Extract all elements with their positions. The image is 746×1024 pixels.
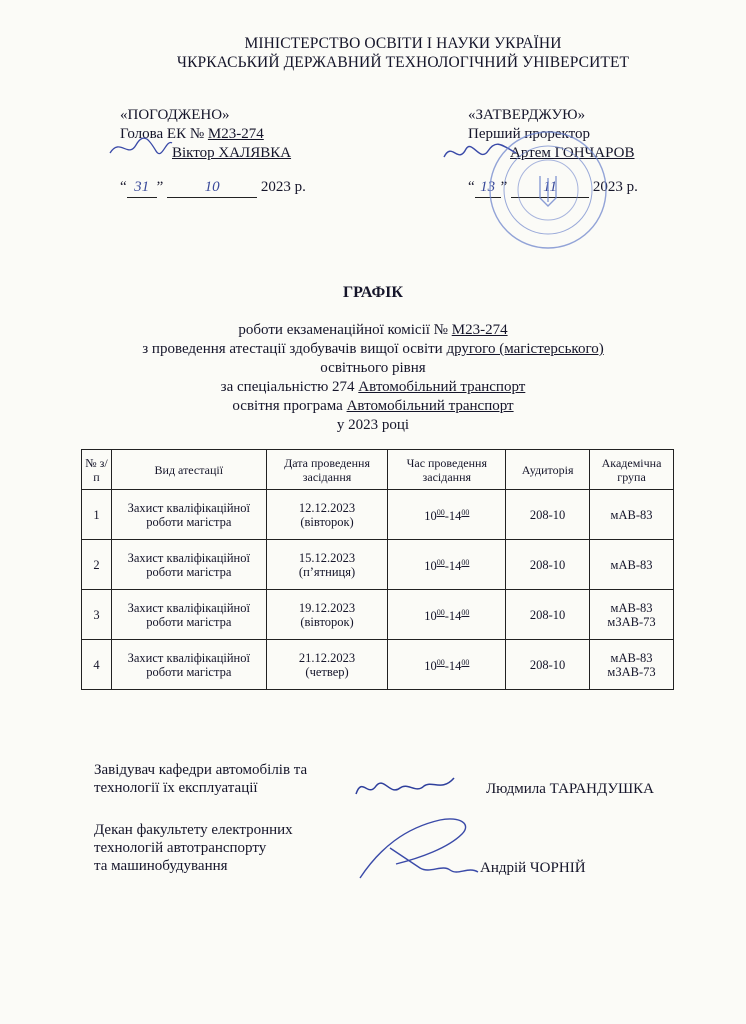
header-room: Аудиторія — [506, 450, 590, 490]
schedule-line-2: з проведення атестації здобувачів вищої освіти другого (магістерського) — [142, 341, 604, 357]
schedule-table — [81, 449, 674, 690]
cell-num: 4 — [82, 640, 112, 690]
schedule-line-1: роботи екзаменаційної комісії № М23-274 — [238, 322, 508, 338]
dean-title: Декан факультету електронних технологій автотранспорту та машинобудування — [94, 822, 293, 874]
cell-type: Захист кваліфікаційної роботи магістра — [111, 490, 266, 540]
header-time: Час проведення засідання — [388, 450, 506, 490]
cell-type: Захист кваліфікаційної роботи магістра — [111, 540, 266, 590]
university-title: ЧКРКАСЬКИЙ ДЕРЖАВНИЙ ТЕХНОЛОГІЧНИЙ УНІВЕРСИТЕТ — [176, 54, 630, 71]
cell-date: 21.12.2023 (четвер) — [266, 640, 388, 690]
cell-type: Захист кваліфікаційної роботи магістра — [111, 640, 266, 690]
cell-time: $10^{00}-14^{00}$ — [388, 640, 506, 690]
approval-left-position: Голова ЕК № М23-274 — [120, 126, 264, 142]
approval-right-date: “ 13 ” 11 2023 р. — [468, 178, 638, 198]
cell-group: мАВ-83 — [590, 490, 674, 540]
cell-date: 19.12.2023 (вівторок) — [266, 590, 388, 640]
approval-left-heading: «ПОГОДЖЕНО» — [120, 107, 230, 123]
cell-room: 208-10 — [506, 640, 590, 690]
cell-group: мАВ-83 мЗАВ-73 — [590, 590, 674, 640]
schedule-line-3: освітнього рівня — [320, 360, 426, 376]
university-seal — [486, 128, 610, 252]
table-row — [82, 590, 674, 640]
approval-left-date: “ 31 ” 10 2023 р. — [120, 178, 306, 198]
header-group: Академічна група — [590, 450, 674, 490]
table-row — [82, 540, 674, 590]
cell-num: 1 — [82, 490, 112, 540]
cell-room: 208-10 — [506, 590, 590, 640]
approval-right-heading: «ЗАТВЕРДЖУЮ» — [468, 107, 586, 123]
table-row — [82, 490, 674, 540]
approval-right-position: Перший проректор — [468, 126, 590, 142]
cell-group: мАВ-83 — [590, 540, 674, 590]
schedule-line-6: у 2023 році — [336, 417, 410, 433]
head-of-department-name: Людмила ТАРАНДУШКА — [486, 781, 655, 797]
commission-number: М23-274 — [207, 126, 264, 142]
dean-name: Андрій ЧОРНІЙ — [480, 860, 586, 876]
schedule-heading: ГРАФІК — [342, 284, 404, 301]
header-num: № з/п — [82, 450, 112, 490]
schedule-line-5: освітня програма Автомобільний транспорт — [232, 398, 514, 414]
cell-room: 208-10 — [506, 540, 590, 590]
cell-time: $10^{00}-14^{00}$ — [388, 590, 506, 640]
cell-time: $10^{00}-14^{00}$ — [388, 540, 506, 590]
dean-signature — [350, 808, 490, 888]
cell-date: 15.12.2023 (п’ятниця) — [266, 540, 388, 590]
cell-room: 208-10 — [506, 490, 590, 540]
approval-left-name: Віктор ХАЛЯВКА — [172, 145, 292, 161]
cell-date: 12.12.2023 (вівторок) — [266, 490, 388, 540]
header-type: Вид атестації — [111, 450, 266, 490]
schedule-line-4: за спеціальністю 274 Автомобільний транспорт — [220, 379, 526, 395]
cell-group: мАВ-83 мЗАВ-73 — [590, 640, 674, 690]
cell-num: 3 — [82, 590, 112, 640]
cell-time: $10^{00}-14^{00}$ — [388, 490, 506, 540]
ministry-title: МІНІСТЕРСТВО ОСВІТИ І НАУКИ УКРАЇНИ — [244, 35, 562, 52]
header-date: Дата проведення засідання — [266, 450, 388, 490]
approval-right-name: Артем ГОНЧАРОВ — [510, 145, 635, 161]
cell-num: 2 — [82, 540, 112, 590]
table-row — [82, 640, 674, 690]
head-signature — [350, 770, 460, 804]
cell-type: Захист кваліфікаційної роботи магістра — [111, 590, 266, 640]
head-of-department-title: Завідувач кафедри автомобілів та технології їх експлуатації — [94, 762, 308, 796]
left-approval-signature — [106, 133, 176, 163]
table-header-row — [82, 450, 674, 490]
